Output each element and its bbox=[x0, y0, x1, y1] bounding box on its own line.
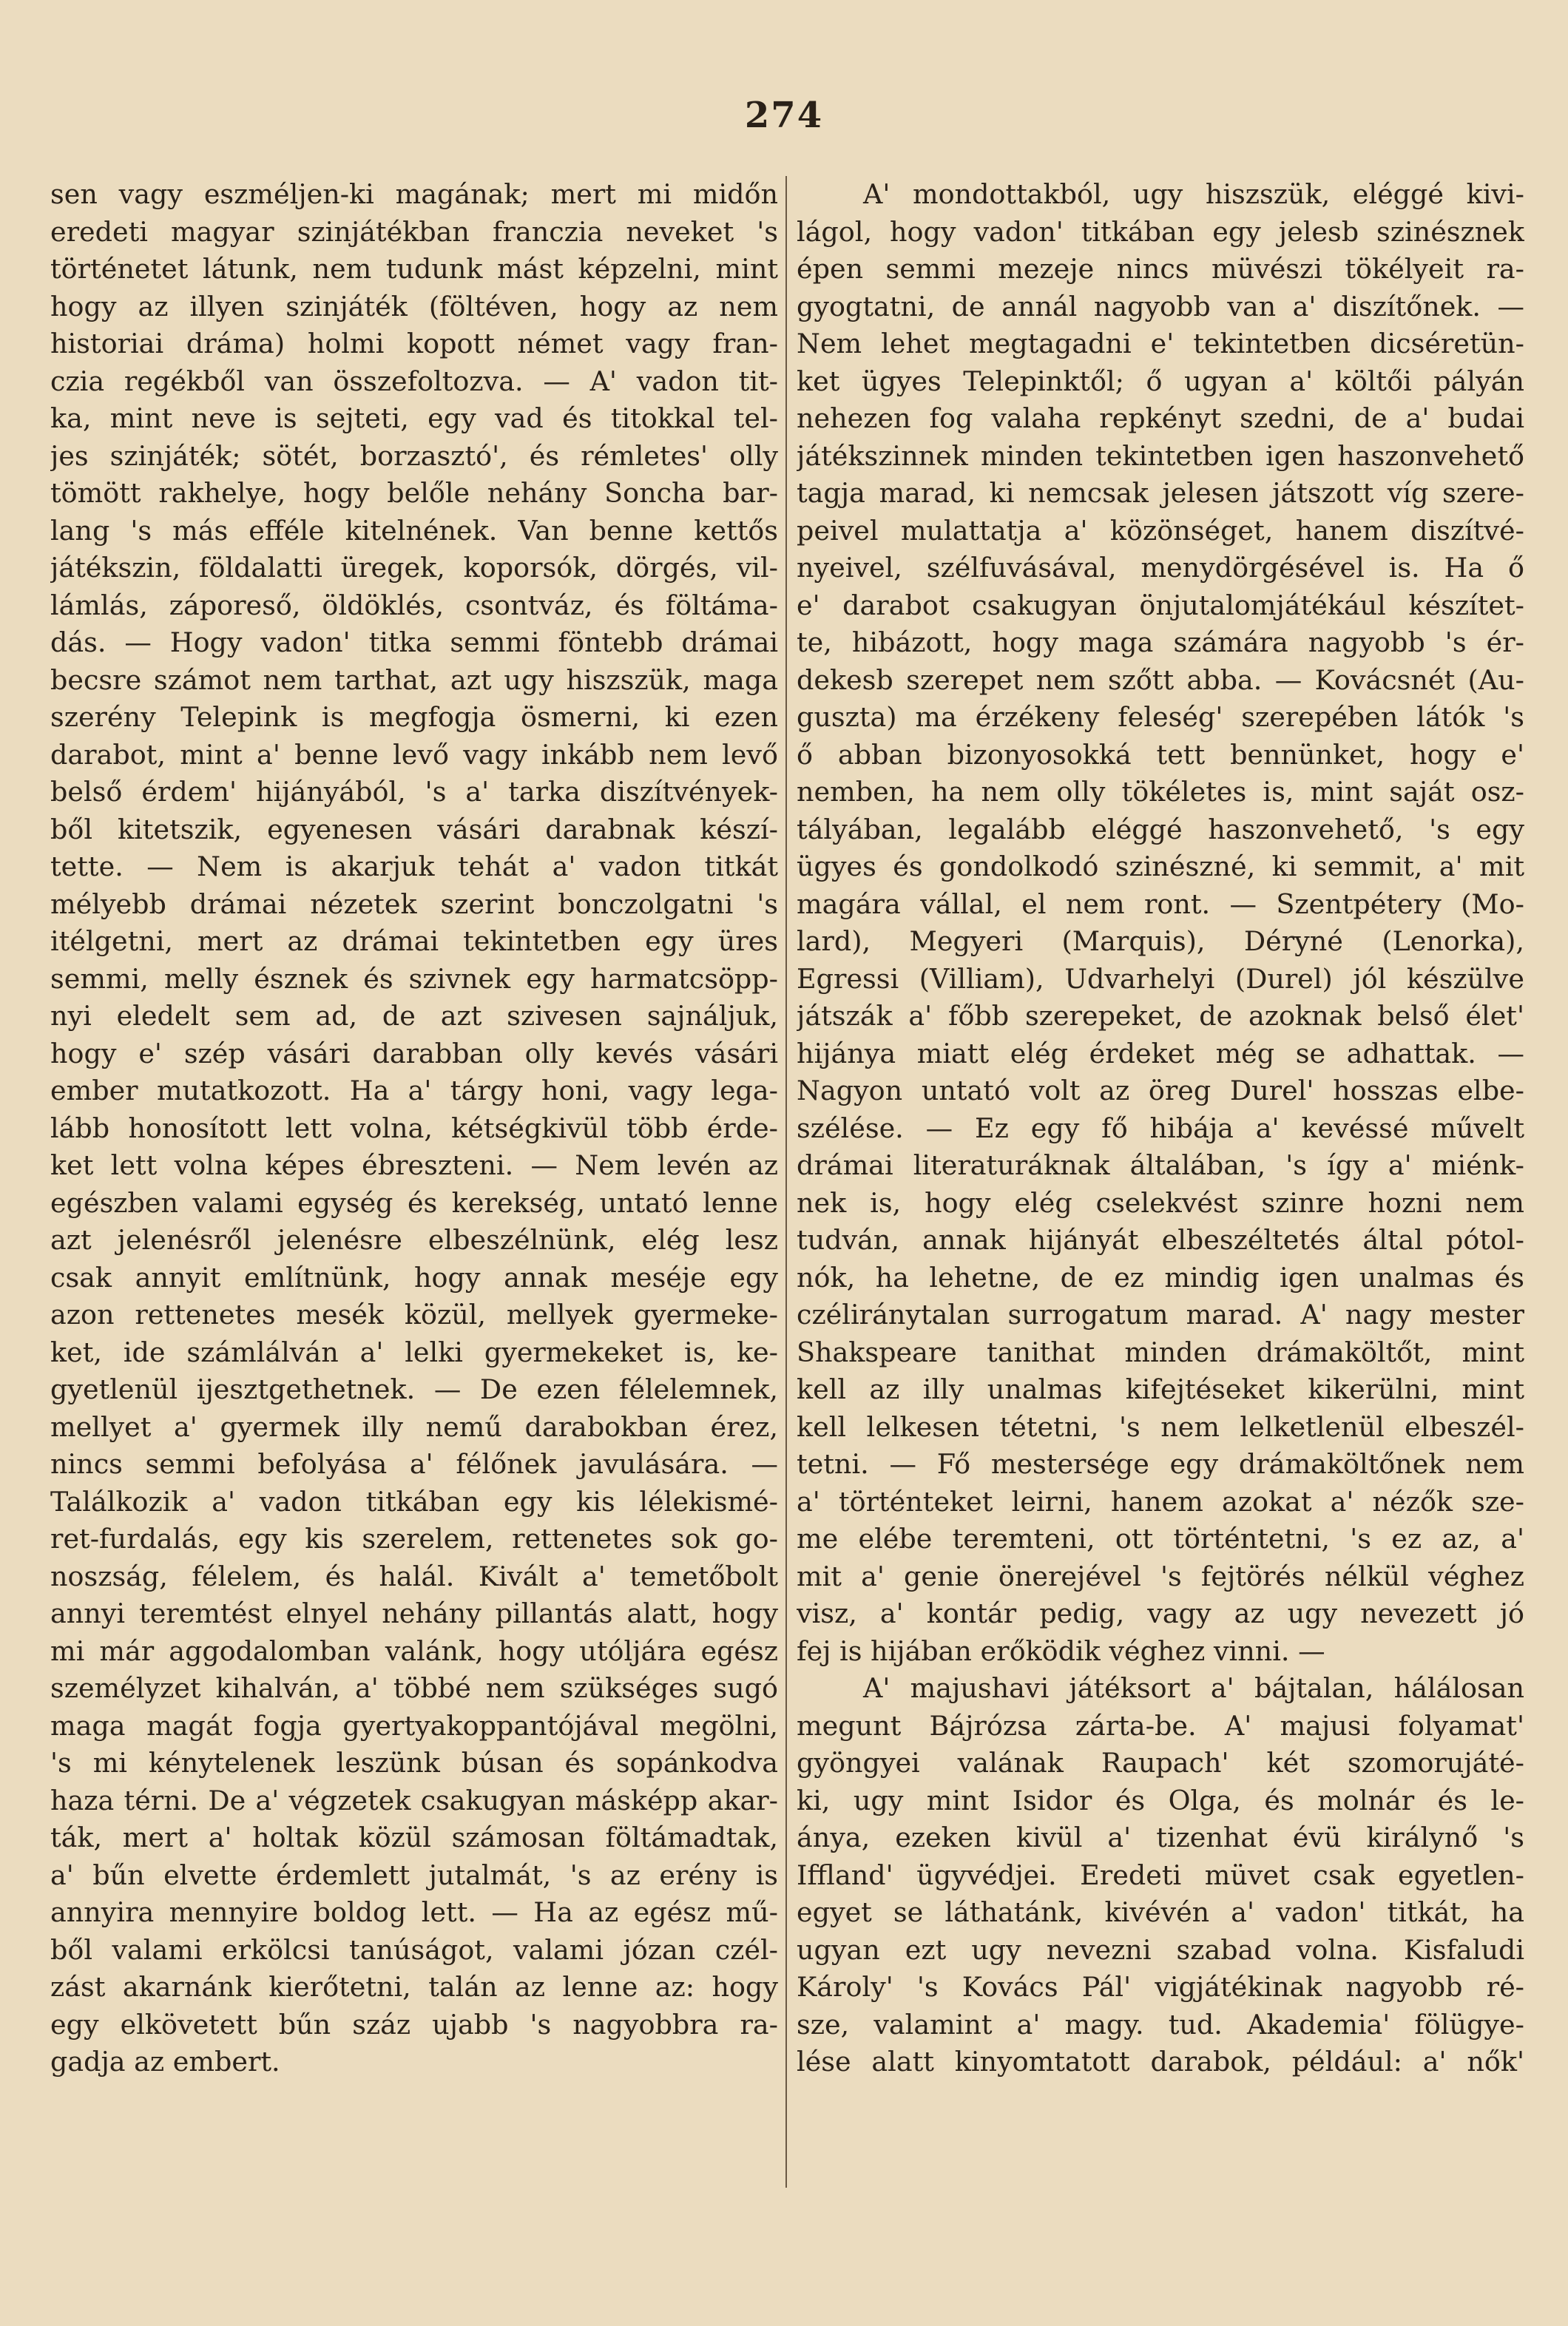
text-line: tudván, annak hijányát elbeszéltetés által pótol- bbox=[797, 1224, 1524, 1256]
text-line: dás. — Hogy vadon' titka semmi föntebb drámai bbox=[50, 626, 778, 658]
text-line: nemben, ha nem olly tökéletes is, mint saját osz- bbox=[797, 776, 1524, 808]
text-line: Iffland' ügyvédjei. Eredeti müvet csak egyetlen- bbox=[797, 1859, 1524, 1891]
text-line: annyira mennyire boldog lett. — Ha az egész mű- bbox=[50, 1896, 778, 1928]
text-line: tette. — Nem is akarjuk tehát a' vadon titkát bbox=[50, 851, 778, 882]
text-line: egészben valami egység és kerekség, untató lenne bbox=[50, 1186, 778, 1219]
text-line: tetni. — Fő mestersége egy drámaköltőnek nem bbox=[797, 1448, 1524, 1480]
text-line: mit a' genie önerejével 's fejtörés nélkül véghez bbox=[797, 1560, 1524, 1592]
text-line: becsre számot nem tarthat, azt ugy hiszszük, maga bbox=[50, 663, 778, 696]
text-line: ták, mert a' holtak közül számosan föltámadtak, bbox=[50, 1822, 778, 1853]
text-line: megunt Bájrózsa zárta-be. A' majusi folyamat' bbox=[797, 1709, 1524, 1742]
text-line: gadja az embert. bbox=[50, 2046, 280, 2077]
text-line: lább honosított lett volna, kétségkivül több érde- bbox=[50, 1112, 778, 1144]
text-line: Károly' 's Kovács Pál' vigjátékinak nagyobb ré- bbox=[797, 1971, 1524, 2003]
text-line: csak annyit említnünk, hogy annak meséje egy bbox=[50, 1261, 778, 1294]
text-line: mi már aggodalomban valánk, hogy utóljára egész bbox=[50, 1634, 778, 1667]
text-line: A' majushavi játéksort a' bájtalan, hálálosan bbox=[863, 1672, 1524, 1704]
text-line: lámlás, záporeső, öldöklés, csontváz, és föltáma- bbox=[50, 589, 778, 621]
text-line: gyogtatni, de annál nagyobb van a' diszítőnek. — bbox=[797, 290, 1524, 322]
text-line: ket, ide számlálván a' lelki gyermekeket is, ke- bbox=[50, 1336, 778, 1368]
text-line: e' darabot csakugyan önjutalomjátékául készítet- bbox=[797, 589, 1524, 621]
text-line: hogy e' szép vásári darabban olly kevés vásári bbox=[50, 1037, 778, 1069]
text-line: szélése. — Ez egy fő hibája a' kevéssé művelt bbox=[797, 1112, 1524, 1144]
text-line: dekesb szerepet nem szőtt abba. — Kovácsnét (Au- bbox=[797, 663, 1524, 696]
text-line: személyzet kihalván, a' többé nem szükséges sugó bbox=[50, 1672, 778, 1704]
text-line: játszák a' főbb szerepeket, de azoknak belső élet' bbox=[797, 1000, 1524, 1032]
text-line: tömött rakhelye, hogy belőle nehány Soncha bar- bbox=[50, 477, 778, 509]
text-line: ket ügyes Telepinktől; ő ugyan a' költői pályán bbox=[797, 365, 1524, 397]
text-line: kell az illy unalmas kifejtéseket kikerülni, mint bbox=[797, 1373, 1524, 1405]
text-line: jes szinjáték; sötét, borzasztó', és rémletes' olly bbox=[50, 439, 778, 472]
text-line: tályában, legalább eléggé haszonvehető, 's egy bbox=[797, 813, 1524, 845]
text-line: guszta) ma érzékeny feleség' szerepében látók 's bbox=[797, 701, 1524, 733]
right-column bbox=[797, 176, 1524, 2081]
text-line: egyet se láthatánk, kivévén a' vadon' titkát, ha bbox=[797, 1896, 1524, 1928]
text-line: te, hibázott, hogy maga számára nagyobb 's ér- bbox=[797, 626, 1524, 658]
text-line: darabot, mint a' benne levő vagy inkább nem levő bbox=[50, 738, 778, 771]
text-line: tagja marad, ki nemcsak jelesen játszott víg szere- bbox=[797, 477, 1524, 509]
text-line: eredeti magyar szinjátékban franczia neveket 's bbox=[50, 215, 778, 248]
text-line: nók, ha lehetne, de ez mindig igen unalmas és bbox=[797, 1261, 1524, 1294]
text-line: ember mutatkozott. Ha a' tárgy honi, vagy lega- bbox=[50, 1075, 778, 1106]
text-line: játékszin, földalatti üregek, koporsók, dörgés, vil- bbox=[50, 552, 778, 584]
column-divider bbox=[785, 176, 787, 2188]
text-line: ből kitetszik, egyenesen vásári darabnak készí- bbox=[50, 813, 778, 845]
text-line: belső érdem' hijányából, 's a' tarka diszítvények- bbox=[50, 776, 778, 808]
text-line: czéliránytalan surrogatum marad. A' nagy mester bbox=[797, 1299, 1524, 1331]
text-line: peivel mulattatja a' közönséget, hanem diszítvé- bbox=[797, 514, 1524, 547]
text-line: semmi, melly észnek és szivnek egy harmatcsöpp- bbox=[50, 962, 778, 995]
text-line: lang 's más efféle kitelnének. Van benne kettős bbox=[50, 514, 778, 547]
text-line: a' bűn elvette érdemlett jutalmát, 's az erény is bbox=[50, 1859, 778, 1891]
text-line: ből valami erkölcsi tanúságot, valami józan czél- bbox=[50, 1933, 778, 1966]
text-line: zást akarnánk kierőtetni, talán az lenne az: hogy bbox=[50, 1971, 778, 2003]
text-line: A' mondottakból, ugy hiszszük, eléggé kivi- bbox=[863, 178, 1524, 210]
text-line: 's mi kénytelenek leszünk búsan és sopánkodva bbox=[50, 1747, 778, 1779]
text-line: ret-furdalás, egy kis szerelem, rettenetes sok go- bbox=[50, 1523, 778, 1555]
text-line: hijánya miatt elég érdeket még se adhattak. — bbox=[797, 1037, 1524, 1069]
text-line: noszság, félelem, és halál. Kivált a' temetőbolt bbox=[50, 1560, 778, 1592]
text-line: gyöngyei valának Raupach' két szomorujáté- bbox=[797, 1747, 1524, 1779]
text-line: nek is, hogy elég cselekvést szinre hozni nem bbox=[797, 1186, 1524, 1219]
text-line: hogy az illyen szinjáték (föltéven, hogy az nem bbox=[50, 290, 778, 322]
text-line: gyetlenül ijesztgethetnek. — De ezen félelemnek, bbox=[50, 1373, 778, 1405]
text-line: ugyan ezt ugy nevezni szabad volna. Kisfaludi bbox=[797, 1933, 1524, 1966]
left-column bbox=[50, 176, 778, 2081]
text-line: szerény Telepink is megfogja ösmerni, ki ezen bbox=[50, 701, 778, 733]
text-line: Egressi (Villiam), Udvarhelyi (Durel) jól készülve bbox=[797, 962, 1524, 995]
text-line: magára vállal, el nem ront. — Szentpétery (Mo- bbox=[797, 888, 1524, 920]
text-line: történetet látunk, nem tudunk mást képzelni, mint bbox=[50, 253, 778, 285]
text-line: játékszinnek minden tekintetben igen haszonvehető bbox=[797, 439, 1524, 472]
text-line: lése alatt kinyomtatott darabok, például: a' nők' bbox=[797, 2046, 1524, 2077]
text-line: nincs semmi befolyása a' félőnek javulására. — bbox=[50, 1448, 778, 1480]
text-line: ki, ugy mint Isidor és Olga, és molnár és le- bbox=[797, 1784, 1524, 1816]
text-line: nehezen fog valaha repkényt szedni, de a' budai bbox=[797, 402, 1524, 434]
text-line: ügyes és gondolkodó szinészné, ki semmit, a' mit bbox=[797, 851, 1524, 882]
text-line: visz, a' kontár pedig, vagy az ugy nevezett jó bbox=[797, 1598, 1524, 1629]
text-line: nyeivel, szélfuvásával, menydörgésével is. Ha ő bbox=[797, 552, 1524, 584]
text-line: drámai literaturáknak általában, 's így a' miénk- bbox=[797, 1149, 1524, 1181]
text-line: azt jelenésről jelenésre elbeszélnünk, elég lesz bbox=[50, 1224, 778, 1256]
text-line: mellyet a' gyermek illy nemű darabokban érez, bbox=[50, 1410, 778, 1443]
text-line: haza térni. De a' végzetek csakugyan másképp akar- bbox=[50, 1784, 778, 1816]
text-line: ő abban bizonyosokká tett bennünket, hogy e' bbox=[797, 738, 1524, 771]
text-line: azon rettenetes mesék közül, mellyek gyermeke- bbox=[50, 1299, 778, 1331]
text-line: annyi teremtést elnyel nehány pillantás alatt, hogy bbox=[50, 1598, 778, 1629]
text-line: Shakspeare tanithat minden drámaköltőt, mint bbox=[797, 1336, 1524, 1368]
text-line: mélyebb drámai nézetek szerint bonczolgatni 's bbox=[50, 888, 778, 920]
text-line: sze, valamint a' magy. tud. Akademia' fölügye- bbox=[797, 2008, 1524, 2041]
text-line: maga magát fogja gyertyakoppantójával megölni, bbox=[50, 1709, 778, 1742]
text-line: me elébe teremteni, ott történtetni, 's ez az, a' bbox=[797, 1523, 1524, 1555]
text-line: ka, mint neve is sejteti, egy vad és titokkal tel- bbox=[50, 402, 778, 434]
text-line: lágol, hogy vadon' titkában egy jelesb szinésznek bbox=[797, 215, 1524, 248]
text-line: fej is hijában erőködik véghez vinni. — bbox=[797, 1634, 1325, 1667]
text-line: ánya, ezeken kivül a' tizenhat évü királynő 's bbox=[797, 1822, 1524, 1853]
text-line: nyi eledelt sem ad, de azt szivesen sajnáljuk, bbox=[50, 1000, 778, 1032]
text-line: épen semmi mezeje nincs müvészi tökélyeit ra- bbox=[797, 253, 1524, 285]
text-line: a' történteket leirni, hanem azokat a' nézők sze- bbox=[797, 1485, 1524, 1518]
text-line: sen vagy eszméljen-ki magának; mert mi midőn bbox=[50, 178, 778, 210]
text-line: lard), Megyeri (Marquis), Déryné (Lenorka), bbox=[797, 925, 1524, 957]
text-line: Találkozik a' vadon titkában egy kis lélekismé- bbox=[50, 1485, 778, 1518]
text-line: Nagyon untató volt az öreg Durel' hosszas elbe- bbox=[797, 1075, 1524, 1106]
text-line: egy elkövetett bűn száz ujabb 's nagyobbra ra- bbox=[50, 2008, 778, 2041]
text-line: kell lelkesen tétetni, 's nem lelketlenül elbeszél- bbox=[797, 1410, 1524, 1443]
text-line: ket lett volna képes ébreszteni. — Nem levén az bbox=[50, 1149, 778, 1181]
text-line: Nem lehet megtagadni e' tekintetben dicséretün- bbox=[797, 328, 1524, 359]
page-number: 274 bbox=[744, 95, 824, 136]
text-line: historiai dráma) holmi kopott német vagy fran- bbox=[50, 328, 778, 359]
text-line: itélgetni, mert az drámai tekintetben egy üres bbox=[50, 925, 778, 957]
text-line: czia regékből van összefoltozva. — A' vadon tit- bbox=[50, 365, 778, 397]
